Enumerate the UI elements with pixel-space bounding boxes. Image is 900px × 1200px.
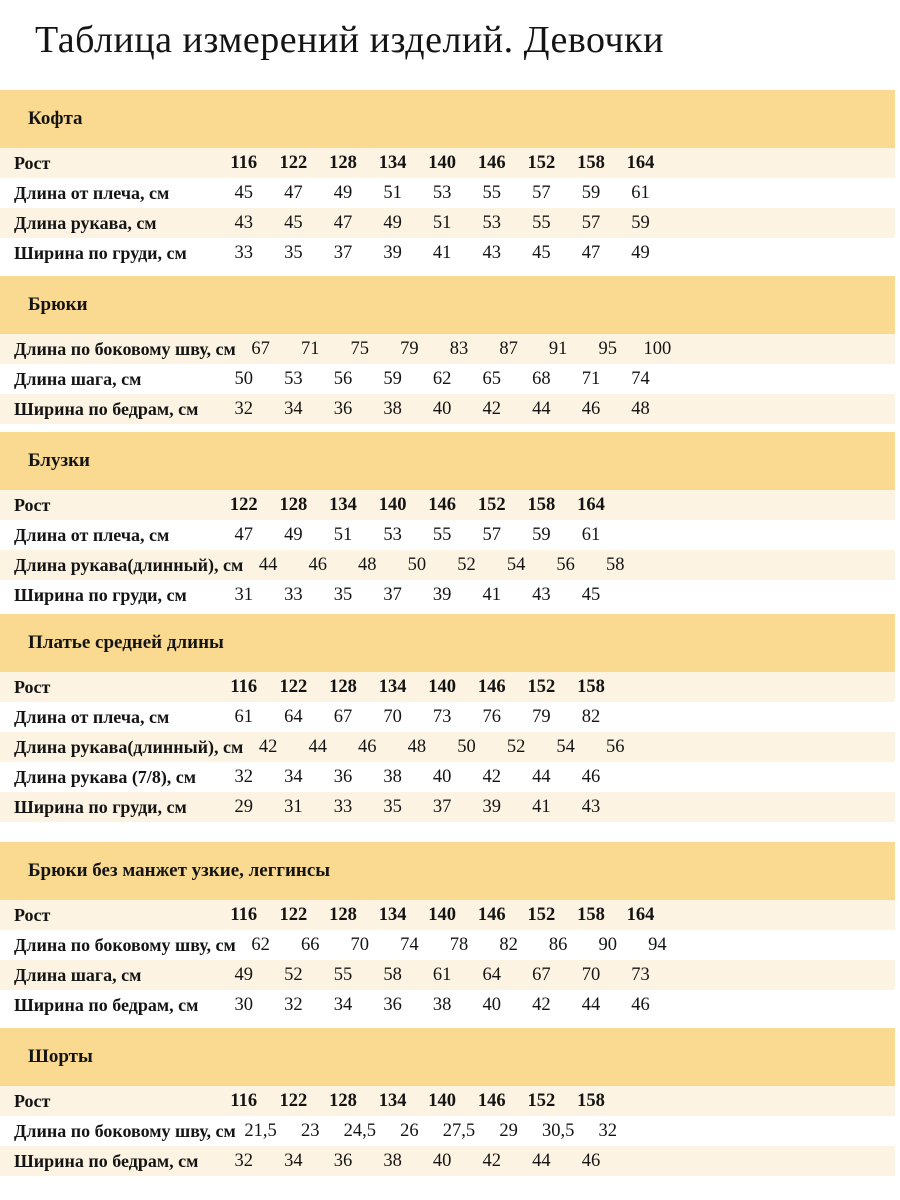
table-row bbox=[0, 238, 895, 268]
cell-value: 56 bbox=[556, 554, 575, 575]
row-label: Длина рукава (7/8), см bbox=[14, 766, 197, 787]
table-row bbox=[0, 930, 895, 960]
cell-value: 54 bbox=[506, 554, 526, 575]
table-row bbox=[0, 1116, 895, 1146]
cell-value: 32 bbox=[234, 398, 254, 419]
row-label: Длина шага, см bbox=[14, 368, 142, 389]
cell-value: 34 bbox=[284, 1150, 303, 1171]
cell-value: 140 bbox=[428, 152, 457, 173]
cell-value: 42 bbox=[482, 1150, 502, 1171]
table-row bbox=[0, 364, 895, 394]
table-row bbox=[0, 550, 895, 580]
table-row bbox=[0, 178, 895, 208]
cell-value: 49 bbox=[284, 524, 303, 545]
cell-value: 48 bbox=[407, 736, 427, 757]
table-row bbox=[0, 208, 895, 238]
cell-value: 73 bbox=[631, 964, 650, 985]
section-header bbox=[0, 842, 895, 900]
cell-value: 26 bbox=[400, 1120, 419, 1141]
cell-value: 41 bbox=[532, 796, 551, 817]
cell-value: 59 bbox=[581, 182, 601, 203]
cell-value: 164 bbox=[626, 904, 655, 925]
cell-value: 36 bbox=[383, 994, 402, 1015]
cell-value: 24,5 bbox=[343, 1120, 376, 1141]
cell-value: 34 bbox=[333, 994, 353, 1015]
cell-value: 42 bbox=[532, 994, 551, 1015]
cell-value: 152 bbox=[527, 676, 556, 697]
cell-value: 66 bbox=[300, 934, 320, 955]
cell-value: 54 bbox=[556, 736, 575, 757]
cell-value: 48 bbox=[631, 398, 650, 419]
cell-value: 37 bbox=[333, 242, 353, 263]
cell-value: 38 bbox=[383, 398, 402, 419]
cell-value: 50 bbox=[234, 368, 254, 389]
measurement-section bbox=[0, 614, 895, 822]
table-row bbox=[0, 1086, 895, 1116]
cell-value: 116 bbox=[230, 904, 258, 925]
cell-value: 158 bbox=[577, 676, 605, 697]
cell-value: 61 bbox=[631, 182, 650, 203]
cell-value: 47 bbox=[284, 182, 303, 203]
cell-value: 122 bbox=[279, 676, 308, 697]
cell-value: 34 bbox=[284, 766, 303, 787]
cell-value: 44 bbox=[532, 398, 551, 419]
cell-value: 46 bbox=[358, 736, 377, 757]
cell-value: 49 bbox=[383, 212, 402, 233]
cell-value: 74 bbox=[400, 934, 419, 955]
cell-value: 67 bbox=[251, 338, 270, 359]
cell-value: 68 bbox=[532, 368, 551, 389]
section-rows bbox=[0, 1086, 895, 1176]
cell-value: 36 bbox=[333, 766, 353, 787]
cell-value: 46 bbox=[581, 398, 601, 419]
cell-value: 36 bbox=[333, 398, 353, 419]
cell-value: 50 bbox=[407, 554, 427, 575]
cell-value: 43 bbox=[581, 796, 601, 817]
cell-value: 43 bbox=[482, 242, 502, 263]
cell-value: 71 bbox=[300, 338, 320, 359]
cell-value: 158 bbox=[577, 152, 605, 173]
cell-value: 140 bbox=[428, 676, 457, 697]
cell-value: 122 bbox=[279, 152, 308, 173]
table-row bbox=[0, 960, 895, 990]
cell-value: 100 bbox=[643, 338, 672, 359]
cell-value: 52 bbox=[506, 736, 526, 757]
cell-value: 146 bbox=[477, 1090, 506, 1111]
cell-value: 59 bbox=[631, 212, 650, 233]
table-row bbox=[0, 762, 895, 792]
cell-value: 29 bbox=[234, 796, 254, 817]
cell-value: 41 bbox=[432, 242, 452, 263]
cell-value: 50 bbox=[457, 736, 476, 757]
cell-value: 51 bbox=[333, 524, 353, 545]
row-label: Длина по боковому шву, см bbox=[14, 1120, 236, 1141]
cell-value: 62 bbox=[251, 934, 270, 955]
cell-value: 134 bbox=[378, 1090, 407, 1111]
cell-value: 94 bbox=[648, 934, 667, 955]
cell-value: 65 bbox=[482, 368, 502, 389]
cell-value: 86 bbox=[548, 934, 568, 955]
section-header bbox=[0, 90, 895, 148]
section-header bbox=[0, 1028, 895, 1086]
cell-value: 32 bbox=[284, 994, 303, 1015]
cell-value: 79 bbox=[400, 338, 419, 359]
cell-value: 61 bbox=[432, 964, 452, 985]
cell-value: 128 bbox=[279, 494, 308, 515]
row-label: Рост bbox=[14, 152, 51, 173]
row-label: Длина шага, см bbox=[14, 964, 142, 985]
cell-value: 140 bbox=[428, 904, 457, 925]
cell-value: 52 bbox=[284, 964, 303, 985]
cell-value: 61 bbox=[581, 524, 601, 545]
cell-value: 116 bbox=[230, 1090, 258, 1111]
cell-value: 146 bbox=[477, 904, 506, 925]
cell-value: 42 bbox=[258, 736, 278, 757]
section-header bbox=[0, 432, 895, 490]
row-label: Ширина по груди, см bbox=[14, 796, 187, 817]
table-row bbox=[0, 520, 895, 550]
cell-value: 146 bbox=[477, 676, 506, 697]
cell-value: 122 bbox=[279, 904, 308, 925]
cell-value: 128 bbox=[329, 152, 357, 173]
section-rows bbox=[0, 672, 895, 822]
cell-value: 152 bbox=[527, 904, 556, 925]
cell-value: 38 bbox=[432, 994, 452, 1015]
cell-value: 134 bbox=[378, 904, 407, 925]
row-label: Длина рукава, см bbox=[14, 212, 157, 233]
cell-value: 32 bbox=[598, 1120, 618, 1141]
table-row bbox=[0, 394, 895, 424]
cell-value: 116 bbox=[230, 676, 258, 697]
cell-value: 67 bbox=[333, 706, 353, 727]
cell-value: 82 bbox=[581, 706, 601, 727]
cell-value: 41 bbox=[482, 584, 502, 605]
cell-value: 43 bbox=[532, 584, 551, 605]
table-row bbox=[0, 580, 895, 610]
cell-value: 164 bbox=[577, 494, 605, 515]
table-row bbox=[0, 732, 895, 762]
cell-value: 134 bbox=[378, 152, 407, 173]
measurement-section bbox=[0, 432, 895, 610]
section-rows bbox=[0, 900, 895, 1020]
cell-value: 71 bbox=[581, 368, 601, 389]
cell-value: 42 bbox=[482, 398, 502, 419]
section-title: Брюки без манжет узкие, леггинсы bbox=[28, 860, 331, 881]
cell-value: 57 bbox=[581, 212, 601, 233]
row-label: Длина от плеча, см bbox=[14, 524, 170, 545]
cell-value: 35 bbox=[333, 584, 353, 605]
cell-value: 46 bbox=[631, 994, 650, 1015]
cell-value: 75 bbox=[350, 338, 370, 359]
cell-value: 45 bbox=[581, 584, 601, 605]
cell-value: 40 bbox=[432, 398, 452, 419]
cell-value: 46 bbox=[581, 766, 601, 787]
cell-value: 39 bbox=[482, 796, 502, 817]
cell-value: 70 bbox=[350, 934, 370, 955]
cell-value: 78 bbox=[449, 934, 469, 955]
cell-value: 40 bbox=[432, 766, 452, 787]
table-row bbox=[0, 702, 895, 732]
row-label: Длина рукава(длинный), см bbox=[14, 736, 244, 757]
cell-value: 152 bbox=[477, 494, 506, 515]
section-rows bbox=[0, 148, 895, 268]
cell-value: 134 bbox=[378, 676, 407, 697]
cell-value: 31 bbox=[234, 584, 254, 605]
section-title: Блузки bbox=[28, 450, 91, 471]
cell-value: 35 bbox=[383, 796, 402, 817]
cell-value: 56 bbox=[333, 368, 353, 389]
section-title: Брюки bbox=[28, 294, 88, 315]
cell-value: 45 bbox=[234, 182, 254, 203]
cell-value: 45 bbox=[284, 212, 303, 233]
cell-value: 146 bbox=[428, 494, 457, 515]
cell-value: 29 bbox=[499, 1120, 518, 1141]
row-label: Длина от плеча, см bbox=[14, 706, 170, 727]
cell-value: 51 bbox=[432, 212, 452, 233]
measurement-section bbox=[0, 90, 895, 268]
cell-value: 46 bbox=[581, 1150, 601, 1171]
cell-value: 95 bbox=[598, 338, 618, 359]
cell-value: 82 bbox=[499, 934, 518, 955]
cell-value: 90 bbox=[598, 934, 618, 955]
measurement-section bbox=[0, 276, 895, 424]
cell-value: 64 bbox=[482, 964, 502, 985]
cell-value: 37 bbox=[383, 584, 402, 605]
cell-value: 38 bbox=[383, 1150, 402, 1171]
row-label: Ширина по бедрам, см bbox=[14, 994, 199, 1015]
cell-value: 164 bbox=[626, 152, 655, 173]
cell-value: 70 bbox=[383, 706, 402, 727]
cell-value: 116 bbox=[230, 152, 258, 173]
cell-value: 35 bbox=[284, 242, 303, 263]
cell-value: 57 bbox=[532, 182, 551, 203]
cell-value: 45 bbox=[532, 242, 551, 263]
cell-value: 44 bbox=[308, 736, 327, 757]
cell-value: 140 bbox=[378, 494, 407, 515]
cell-value: 59 bbox=[383, 368, 402, 389]
cell-value: 79 bbox=[532, 706, 551, 727]
cell-value: 55 bbox=[432, 524, 452, 545]
cell-value: 44 bbox=[258, 554, 278, 575]
row-label: Длина от плеча, см bbox=[14, 182, 170, 203]
row-label: Рост bbox=[14, 676, 51, 697]
cell-value: 55 bbox=[482, 182, 502, 203]
section-header bbox=[0, 614, 895, 672]
cell-value: 134 bbox=[329, 494, 357, 515]
cell-value: 146 bbox=[477, 152, 506, 173]
cell-value: 23 bbox=[300, 1120, 320, 1141]
cell-value: 73 bbox=[432, 706, 452, 727]
measurement-section bbox=[0, 1028, 895, 1176]
cell-value: 152 bbox=[527, 152, 556, 173]
cell-value: 158 bbox=[527, 494, 556, 515]
row-label: Ширина по груди, см bbox=[14, 584, 187, 605]
cell-value: 47 bbox=[581, 242, 601, 263]
cell-value: 44 bbox=[581, 994, 601, 1015]
cell-value: 53 bbox=[432, 182, 452, 203]
table-row bbox=[0, 792, 895, 822]
cell-value: 58 bbox=[383, 964, 402, 985]
cell-value: 46 bbox=[308, 554, 327, 575]
cell-value: 44 bbox=[532, 766, 551, 787]
cell-value: 74 bbox=[631, 368, 650, 389]
cell-value: 158 bbox=[577, 904, 605, 925]
measurement-section bbox=[0, 842, 895, 1020]
cell-value: 49 bbox=[234, 964, 254, 985]
section-title: Шорты bbox=[28, 1046, 93, 1067]
table-row bbox=[0, 1146, 895, 1176]
cell-value: 122 bbox=[229, 494, 258, 515]
cell-value: 34 bbox=[284, 398, 303, 419]
cell-value: 87 bbox=[499, 338, 518, 359]
cell-value: 122 bbox=[279, 1090, 308, 1111]
cell-value: 128 bbox=[329, 904, 357, 925]
section-header bbox=[0, 276, 895, 334]
cell-value: 38 bbox=[383, 766, 402, 787]
cell-value: 128 bbox=[329, 676, 357, 697]
cell-value: 39 bbox=[383, 242, 402, 263]
cell-value: 140 bbox=[428, 1090, 457, 1111]
cell-value: 59 bbox=[532, 524, 551, 545]
row-label: Рост bbox=[14, 494, 51, 515]
cell-value: 33 bbox=[333, 796, 353, 817]
cell-value: 158 bbox=[577, 1090, 605, 1111]
cell-value: 32 bbox=[234, 766, 254, 787]
cell-value: 27,5 bbox=[442, 1120, 476, 1141]
row-label: Ширина по груди, см bbox=[14, 242, 187, 263]
cell-value: 47 bbox=[333, 212, 353, 233]
table-row bbox=[0, 900, 895, 930]
row-label: Длина по боковому шву, см bbox=[14, 934, 236, 955]
table-row bbox=[0, 148, 895, 178]
cell-value: 49 bbox=[631, 242, 650, 263]
cell-value: 49 bbox=[333, 182, 353, 203]
cell-value: 53 bbox=[284, 368, 303, 389]
row-label: Ширина по бедрам, см bbox=[14, 398, 199, 419]
cell-value: 152 bbox=[527, 1090, 556, 1111]
cell-value: 62 bbox=[432, 368, 452, 389]
cell-value: 30 bbox=[234, 994, 254, 1015]
cell-value: 21,5 bbox=[244, 1120, 277, 1141]
page-title: Таблица измерений изделий. Девочки bbox=[35, 19, 664, 61]
table-row bbox=[0, 990, 895, 1020]
row-label: Длина рукава(длинный), см bbox=[14, 554, 244, 575]
cell-value: 91 bbox=[548, 338, 568, 359]
cell-value: 42 bbox=[482, 766, 502, 787]
cell-value: 57 bbox=[482, 524, 502, 545]
cell-value: 55 bbox=[532, 212, 551, 233]
cell-value: 58 bbox=[606, 554, 625, 575]
cell-value: 33 bbox=[284, 584, 303, 605]
cell-value: 39 bbox=[432, 584, 452, 605]
cell-value: 51 bbox=[383, 182, 402, 203]
row-label: Рост bbox=[14, 904, 51, 925]
row-label: Ширина по бедрам, см bbox=[14, 1150, 199, 1171]
section-rows bbox=[0, 490, 895, 610]
cell-value: 83 bbox=[449, 338, 469, 359]
cell-value: 40 bbox=[482, 994, 502, 1015]
cell-value: 64 bbox=[284, 706, 303, 727]
table-row bbox=[0, 334, 895, 364]
cell-value: 33 bbox=[234, 242, 254, 263]
cell-value: 30,5 bbox=[541, 1120, 575, 1141]
row-label: Рост bbox=[14, 1090, 51, 1111]
section-rows bbox=[0, 334, 895, 424]
cell-value: 55 bbox=[333, 964, 353, 985]
table-row bbox=[0, 672, 895, 702]
cell-value: 61 bbox=[234, 706, 254, 727]
row-label: Длина по боковому шву, см bbox=[14, 338, 236, 359]
cell-value: 56 bbox=[606, 736, 625, 757]
cell-value: 76 bbox=[482, 706, 502, 727]
section-title: Платье средней длины bbox=[28, 632, 224, 653]
cell-value: 40 bbox=[432, 1150, 452, 1171]
cell-value: 52 bbox=[457, 554, 476, 575]
section-title: Кофта bbox=[28, 108, 83, 129]
cell-value: 37 bbox=[432, 796, 452, 817]
cell-value: 67 bbox=[532, 964, 551, 985]
cell-value: 36 bbox=[333, 1150, 353, 1171]
cell-value: 48 bbox=[358, 554, 377, 575]
cell-value: 53 bbox=[482, 212, 502, 233]
cell-value: 32 bbox=[234, 1150, 254, 1171]
cell-value: 128 bbox=[329, 1090, 357, 1111]
cell-value: 47 bbox=[234, 524, 254, 545]
measurement-tables bbox=[0, 90, 895, 1176]
cell-value: 43 bbox=[234, 212, 254, 233]
cell-value: 44 bbox=[532, 1150, 551, 1171]
cell-value: 31 bbox=[284, 796, 303, 817]
cell-value: 70 bbox=[581, 964, 601, 985]
table-row bbox=[0, 490, 895, 520]
cell-value: 53 bbox=[383, 524, 402, 545]
